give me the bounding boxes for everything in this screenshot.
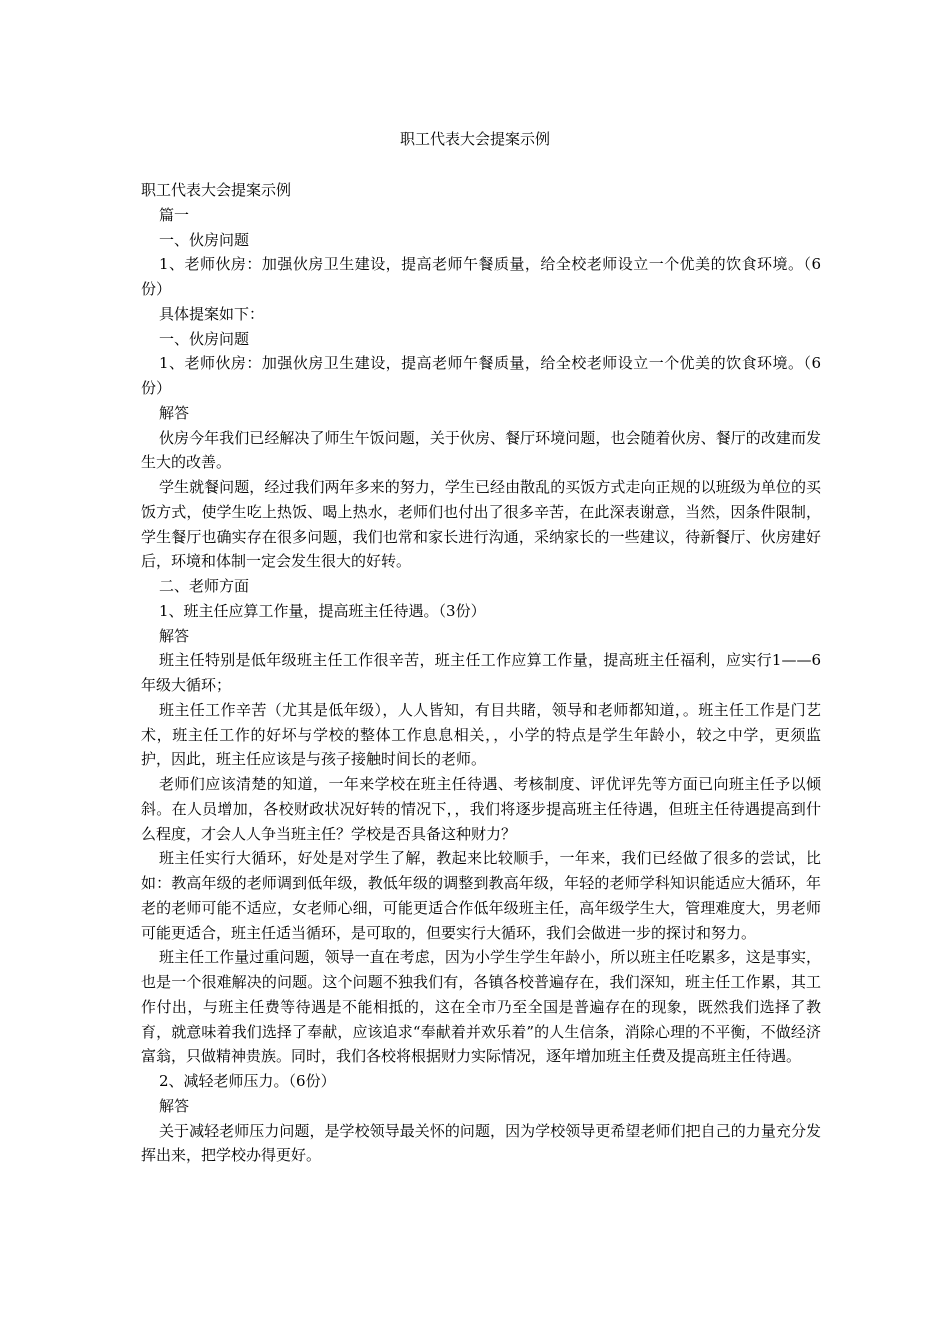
- body-title: 职工代表大会提案示例: [141, 181, 292, 199]
- page-title: 职工代表大会提案示例: [399, 130, 550, 148]
- answer-label: 解答: [159, 626, 190, 645]
- answer-paragraph: 学生就餐问题，经过我们两年多来的努力，学生已经由散乱的买饭方式走向正规的以班级为单位的买饭方式，使学生吃上热饭、喝上热水，老师们也付出了很多辛苦，在此深表谢意，当然，因条件限制，学生餐厅也确实存在很多问题，我们也常和家长进行沟通，采纳家长的一些建议，待新餐厅、伙房建好后，环境和体制一定会发生很大的好转。: [141, 478, 821, 571]
- answer-paragraph: 老师们应该清楚的知道，一年来学校在班主任待遇、考核制度、评优评先等方面已向班主任予以倾斜。在人员增加，各校财政状况好转的情况下，，我们将逐步提高班主任待遇，但班主任待遇提高到什么程度，才会人人争当班主任？学校是否具备这种财力？: [141, 775, 821, 843]
- answer-label: 解答: [159, 1096, 190, 1115]
- section-heading: 一、伙房问题: [159, 230, 250, 249]
- answer-paragraph: 关于减轻老师压力问题，是学校领导最关怀的问题，因为学校领导更希望老师们把自己的力量充分发挥出来，把学校办得更好。: [141, 1121, 821, 1165]
- answer-paragraph: 班主任工作辛苦（尤其是低年级），人人皆知，有目共睹，领导和老师都知道，。班主任工作是门艺术，班主任工作的好坏与学校的整体工作息息相关，，小学的特点是学生年龄小，较之中学，更须监护，因此，班主任应该是与孩子接触时间长的老师。: [141, 700, 821, 769]
- section-label: 篇一: [159, 205, 190, 224]
- answer-label: 解答: [159, 403, 190, 422]
- answer-paragraph: 班主任工作量过重问题，领导一直在考虑，因为小学生学生年龄小，所以班主任吃累多，这是事实，也是一个很难解决的问题。这个问题不独我们有，各镇各校普遍存在，我们深知，班主任工作累，其工作付出，与班主任费等待遇是不能相抵的，这在全市乃至全国是普遍存在的现象，既然我们选择了教育，就意味着我们选择了奉献，应该追求“奉献着并欢乐着”的人生信条，消除心理的不平衡，不做经济富翁，只做精神贵族。同时，我们各校将根据财力实际情况，逐年增加班主任费及提高班主任待遇。: [141, 948, 821, 1066]
- answer-paragraph: 班主任实行大循环，好处是对学生了解，教起来比较顺手，一年来，我们已经做了很多的尝试，比如：教高年级的老师调到低年级，教低年级的调整到教高年级，年轻的老师学科知识能适应大循环，年老的老师可能不适应，女老师心细，可能更适合作低年级班主任，高年级学生大，管理难度大，男老师可能更适合，班主任适当循环，是可取的，但要实行大循环，我们会做进一步的探讨和努力。: [141, 849, 821, 942]
- proposal-item: 1、班主任应算工作量，提高班主任待遇。（3份）: [159, 601, 486, 620]
- proposal-item: 2、减轻老师压力。（6份）: [159, 1072, 336, 1090]
- answer-paragraph: 伙房今年我们已经解决了师生午饭问题，关于伙房、餐厅环境问题，也会随着伙房、餐厅的改建而发生大的改善。: [141, 428, 821, 472]
- section-heading: 二、老师方面: [159, 577, 250, 595]
- intro-text: 具体提案如下：: [159, 304, 265, 323]
- proposal-item: 1、老师伙房：加强伙房卫生建设，提高老师午餐质量，给全校老师设立一个优美的饮食环境。（6份）: [141, 255, 821, 298]
- section-heading: 一、伙房问题: [159, 329, 250, 348]
- proposal-item: 1、老师伙房：加强伙房卫生建设，提高老师午餐质量，给全校老师设立一个优美的饮食环境。（6份）: [141, 354, 821, 397]
- answer-paragraph: 班主任特别是低年级班主任工作很辛苦，班主任工作应算工作量，提高班主任福利，应实行1——6年级大循环；: [141, 651, 821, 694]
- document-body: [141, 178, 821, 1168]
